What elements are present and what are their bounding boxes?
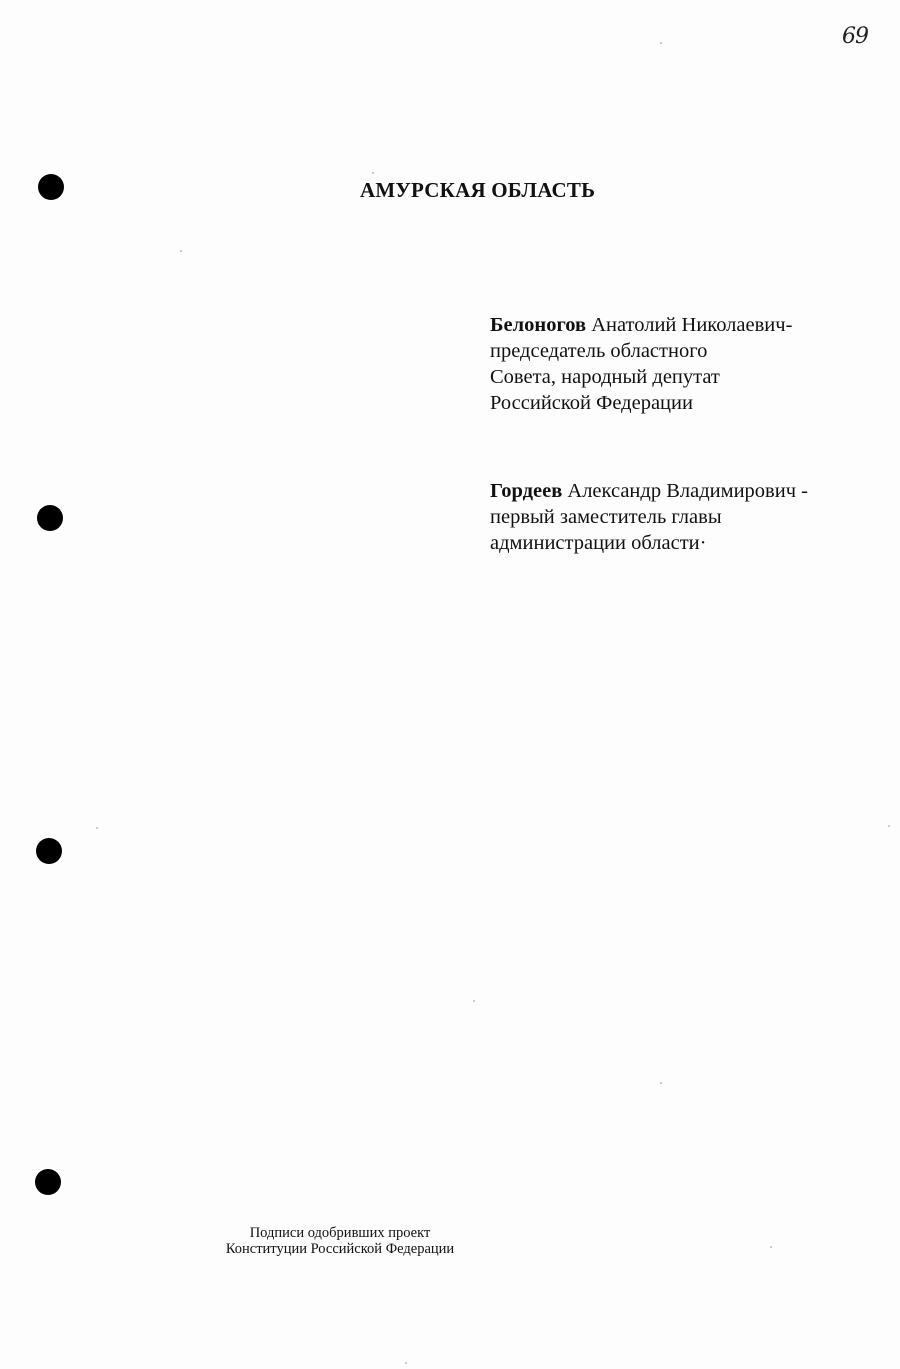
scan-speck [660, 42, 662, 44]
signatory-position-line: администрации области· [490, 532, 707, 554]
signatory-name-line [490, 478, 870, 504]
footer-caption [200, 1225, 480, 1257]
signatory-position-line: первый заместитель главы [490, 506, 722, 528]
region-title: АМУРСКАЯ ОБЛАСТЬ [360, 178, 596, 202]
footer-caption-line: Подписи одобривших проект [249, 1225, 431, 1241]
signatory-position-line: Совета, народный депутат [490, 366, 720, 388]
scan-speck [405, 1362, 407, 1364]
scan-speck [180, 250, 182, 252]
scan-speck [96, 827, 98, 829]
signatory-surname: Гордеев [490, 480, 563, 502]
signatory-block [490, 312, 870, 416]
scan-speck [473, 1000, 475, 1002]
handwritten-page-number: 69 [842, 24, 868, 49]
punch-hole [35, 1169, 61, 1195]
signatory-given-names: Анатолий Николаевич- [586, 314, 793, 336]
signatory-name-line [490, 312, 870, 338]
scan-speck [770, 1246, 772, 1248]
signatory-given-names: Александр Владимирович - [562, 480, 808, 502]
punch-hole [37, 505, 63, 531]
footer-caption-line: Конституции Российской Федерации [225, 1241, 455, 1257]
signatory-position-line: председатель областного [490, 340, 708, 362]
scan-speck [888, 825, 890, 827]
signatory-block [490, 478, 870, 556]
scan-speck [660, 1082, 662, 1084]
punch-hole [38, 174, 64, 200]
punch-hole [36, 838, 62, 864]
signatory-surname: Белоногов [490, 314, 587, 336]
signatory-position-line: Российской Федерации [490, 392, 693, 414]
scan-speck [372, 172, 374, 174]
